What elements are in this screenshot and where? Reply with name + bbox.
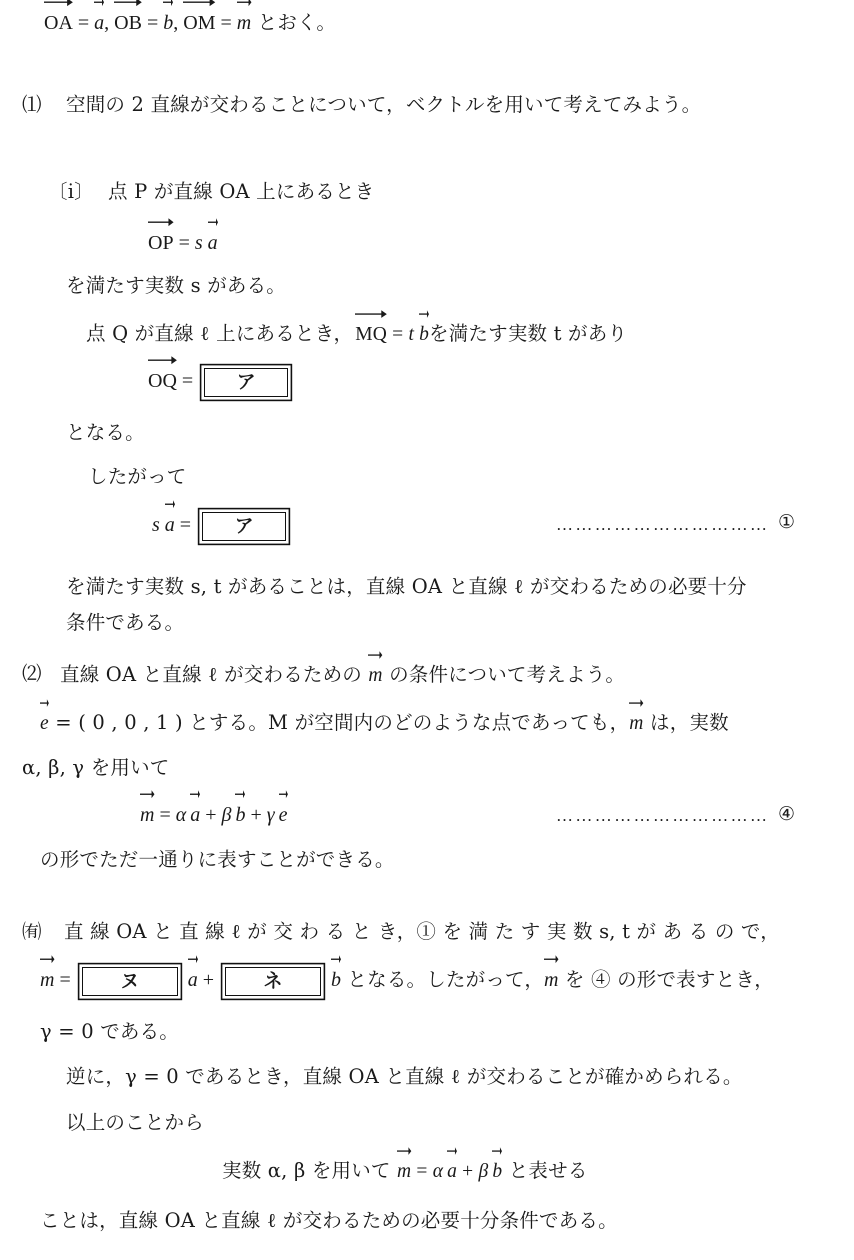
abg-line — [22, 753, 170, 782]
sub-i-text — [108, 177, 374, 206]
plus-2: + — [245, 804, 267, 826]
gamma-zero-line — [40, 1017, 179, 1046]
op-equation — [148, 226, 218, 258]
plus-4: + — [457, 1161, 479, 1182]
final-post: と表せる — [502, 1159, 588, 1182]
iii-num: ㈲ — [22, 920, 42, 943]
equation-number-4 — [778, 800, 795, 829]
q1-text: 空間の 2 直線が交わることについて，ベクトルを用いて考えてみよう。 — [66, 93, 702, 116]
cond-line-1 — [66, 572, 747, 601]
equals-1: = — [72, 12, 95, 34]
op-label: OP — [148, 232, 174, 254]
b-label-4: b — [331, 969, 342, 991]
answer-box-nu[interactable]: ヌ — [82, 967, 178, 997]
sa-equals: = — [174, 514, 197, 536]
m-label: m — [236, 12, 252, 34]
dots-leader-2 — [556, 803, 769, 829]
vector-om — [183, 6, 215, 38]
i-condition-line — [66, 271, 286, 300]
cond-line-2 — [66, 608, 184, 637]
vector-m-2 — [368, 659, 382, 690]
dots-1: …………………………… — [556, 515, 770, 534]
m-expansion-equation — [140, 798, 288, 830]
vector-b — [163, 6, 173, 38]
scalar-s-2: s — [152, 514, 160, 536]
final-equals: = — [411, 1161, 433, 1182]
m-label-3: m — [629, 713, 644, 734]
mq-label: MQ — [355, 324, 388, 345]
plus-1: + — [200, 804, 222, 826]
q1-num: ⑴ — [22, 93, 42, 116]
ob-label: OB — [114, 12, 142, 34]
answer-box-ne[interactable]: ネ — [225, 967, 321, 997]
i-text: 点 P が直線 OA 上にあるとき — [108, 180, 375, 203]
oq-equation — [148, 364, 294, 397]
scalar-t: t — [408, 324, 415, 345]
dots-2: …………………………… — [556, 806, 770, 825]
question-1-text — [66, 90, 701, 119]
m-label-5: m — [40, 969, 55, 991]
e-label-2: e — [278, 804, 288, 826]
gyaku-text: 逆に，γ = 0 であるとき，直線 OA と直線 ℓ が交わることが確かめられる。 — [66, 1065, 743, 1088]
e-label: e — [40, 713, 49, 734]
gyaku-line — [66, 1062, 743, 1091]
setup-tail: とおく。 — [251, 11, 337, 34]
sub-iii-number — [22, 917, 42, 946]
q2-text-b: の条件について考えよう。 — [382, 663, 626, 686]
alpha-2: α — [432, 1161, 444, 1182]
i-cond-text: を満たす実数 s がある。 — [66, 274, 287, 297]
vector-b-3 — [235, 798, 245, 830]
equals-3: = — [215, 12, 237, 34]
iii-text: 直 線 OA と 直 線 ℓ が 交 わ る と き，① を 満 た す 実 数 s, t が あ る の で， — [64, 920, 780, 943]
a-label: a — [94, 12, 105, 34]
conclusion-line — [40, 1206, 618, 1235]
vector-m-4 — [140, 798, 154, 830]
b-label-3: b — [235, 804, 246, 826]
oq-equals: = — [176, 370, 199, 392]
comma-1: , — [104, 12, 115, 34]
plus-3: + — [197, 969, 220, 991]
ijo-line — [66, 1108, 204, 1137]
vector-a-3 — [165, 508, 175, 540]
vector-op — [148, 226, 174, 258]
iii-tail-2: を ④ の形で表すとき， — [558, 968, 774, 991]
m-label-2: m — [368, 665, 383, 686]
op-equals: = — [173, 232, 195, 254]
q-line-1a: 点 Q が直線 ℓ 上にあるとき， — [86, 322, 354, 345]
abg-text: α, β, γ を用いて — [22, 756, 170, 779]
question-2-text — [60, 659, 625, 690]
iii-tail-1: となる。したがって， — [341, 968, 545, 991]
vector-a-5 — [188, 963, 198, 995]
a-label-3: a — [164, 514, 175, 536]
q-line-1b: を満たす実数 t があり — [429, 322, 628, 345]
cond-text-1: を満たす実数 s, t があることは，直線 OA と直線 ℓ が交わるための必要十分 — [66, 575, 747, 598]
vector-e-2 — [279, 798, 288, 830]
vector-b-2 — [419, 318, 429, 349]
setup-line — [44, 6, 336, 38]
vector-a-2 — [208, 226, 218, 258]
q2-num: ⑵ — [22, 662, 42, 685]
dots-leader-1 — [556, 512, 769, 538]
eq1-num: ① — [778, 511, 796, 533]
vector-b-4 — [331, 963, 341, 995]
om-label: OM — [183, 12, 216, 34]
cond-text-2: 条件である。 — [66, 611, 185, 634]
vector-m-7 — [397, 1155, 411, 1186]
vector-oa — [44, 6, 73, 38]
vector-b-5 — [492, 1155, 502, 1186]
m-label-6: m — [544, 969, 559, 991]
b-label-2: b — [419, 324, 430, 345]
vector-ob — [114, 6, 142, 38]
gamma-zero-text: γ = 0 である。 — [40, 1020, 179, 1043]
comma-2: , — [173, 12, 184, 34]
equals-2: = — [141, 12, 164, 34]
shitagatte-line — [88, 462, 187, 491]
b-label-5: b — [492, 1161, 503, 1182]
m-form-line — [40, 845, 395, 874]
scalar-s: s — [194, 232, 203, 254]
a-label-6: a — [447, 1161, 458, 1182]
vector-oq — [148, 364, 177, 396]
m-equals: = — [154, 804, 176, 826]
beta-1: β — [221, 804, 232, 826]
question-1-number — [22, 90, 42, 119]
gamma-1: γ — [266, 804, 275, 826]
a-label-2: a — [207, 232, 218, 254]
question-2-number — [22, 659, 42, 688]
e-definition-line — [40, 707, 729, 738]
vector-a — [94, 6, 104, 38]
oq-label: OQ — [148, 370, 177, 392]
eq4-num: ④ — [778, 803, 796, 825]
vector-a-4 — [190, 798, 200, 830]
a-label-5: a — [187, 969, 198, 991]
ijo-text: 以上のことから — [66, 1111, 204, 1134]
m-label-4: m — [140, 804, 155, 826]
vector-mq — [355, 318, 387, 349]
conclusion-text: ことは，直線 OA と直線 ℓ が交わるための必要十分条件である。 — [40, 1209, 618, 1232]
sa-equation — [152, 508, 292, 541]
vector-m-3 — [629, 707, 643, 738]
m-label-7: m — [397, 1161, 412, 1182]
alpha-1: α — [175, 804, 187, 826]
sub-iii-text — [64, 917, 780, 946]
final-statement-line — [222, 1155, 588, 1186]
beta-2: β — [478, 1161, 489, 1182]
shitagatte-text: したがって — [88, 465, 187, 488]
answer-box-a-2[interactable]: ア — [202, 512, 286, 542]
m-form-text: の形でただ一通りに表すことができる。 — [40, 848, 395, 871]
iii-equals: = — [54, 969, 76, 991]
a-label-4: a — [190, 804, 201, 826]
answer-box-a-1[interactable]: ア — [204, 368, 288, 398]
vector-m-5 — [40, 963, 54, 995]
sub-i-number — [48, 177, 94, 206]
vector-m-6 — [544, 963, 558, 995]
e-text2: は，実数 — [643, 711, 729, 734]
vector-a-6 — [447, 1155, 457, 1186]
to-naru-line — [66, 418, 145, 447]
e-text: = ( 0 , 0 , 1 ) とする。M が空間内のどのような点であっても， — [48, 711, 630, 734]
b-label: b — [163, 12, 174, 34]
i-num: 〔i〕 — [48, 180, 94, 203]
iii-equation-line — [40, 963, 774, 996]
equation-number-1 — [778, 508, 795, 537]
vector-e — [40, 707, 49, 738]
final-pre: 実数 α, β を用いて — [222, 1159, 398, 1182]
oa-label: OA — [44, 12, 73, 34]
vector-m — [237, 6, 251, 38]
to-naru-text: となる。 — [66, 421, 145, 444]
mq-equals: = — [387, 324, 409, 345]
q-line-1 — [86, 318, 627, 349]
q2-text-a: 直線 OA と直線 ℓ が交わるための — [60, 663, 369, 686]
